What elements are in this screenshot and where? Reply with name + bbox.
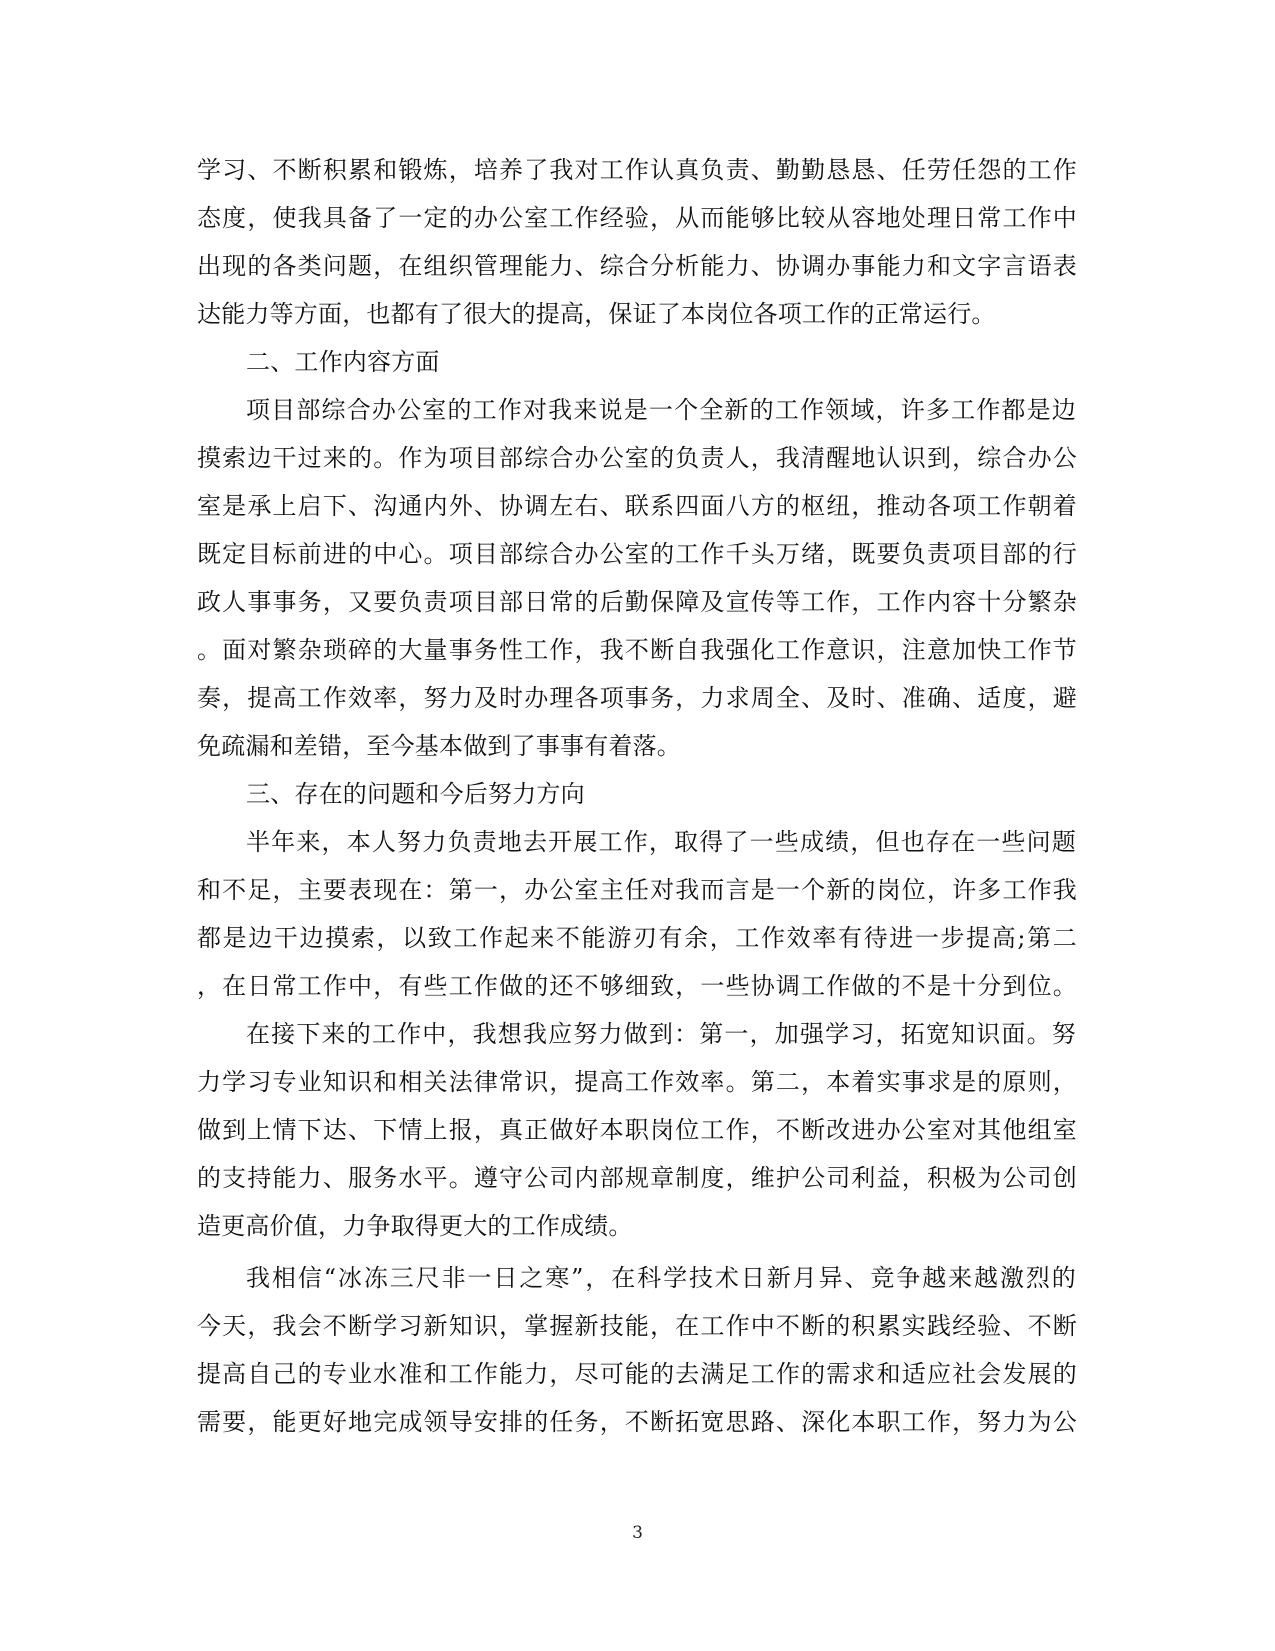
text-line: 项目部综合办公室的工作对我来说是一个全新的工作领域，许多工作都是边	[246, 396, 1076, 424]
text-line: 半年来，本人努力负责地去开展工作，取得了一些成绩，但也存在一些问题	[246, 828, 1076, 856]
text-line: 政人事事务，又要负责项目部日常的后勤保障及宣传等工作，工作内容十分繁杂	[197, 588, 1077, 616]
text-line: 做到上情下达、下情上报，真正做好本职岗位工作，不断改进办公室对其他组室	[197, 1116, 1077, 1144]
text-line: 达能力等方面，也都有了很大的提高，保证了本岗位各项工作的正常运行。	[197, 300, 996, 328]
text-line: 学习、不断积累和锻炼，培养了我对工作认真负责、勤勤恳恳、任劳任怨的工作	[197, 156, 1077, 184]
text-line: ，在日常工作中，有些工作做的还不够细致，一些协调工作做的不是十分到位。	[197, 972, 1077, 1000]
text-line: 奏，提高工作效率，努力及时办理各项事务，力求周全、及时、准确、适度，避	[197, 684, 1077, 712]
section-heading: 三、存在的问题和今后努力方向	[246, 780, 585, 808]
page-number: 3	[632, 1523, 643, 1543]
text-line: 在接下来的工作中，我想我应努力做到：第一，加强学习，拓宽知识面。努	[246, 1020, 1076, 1048]
text-line: 和不足，主要表现在：第一，办公室主任对我而言是一个新的岗位，许多工作我	[197, 876, 1077, 904]
text-line: 需要，能更好地完成领导安排的任务，不断拓宽思路、深化本职工作，努力为公	[197, 1408, 1077, 1436]
text-line: 提高自己的专业水准和工作能力，尽可能的去满足工作的需求和适应社会发展的	[197, 1360, 1077, 1388]
text-line: 室是承上启下、沟通内外、协调左右、联系四面八方的枢纽，推动各项工作朝着	[197, 492, 1077, 520]
text-line: 造更高价值，力争取得更大的工作成绩。	[197, 1212, 633, 1240]
text-line: 态度，使我具备了一定的办公室工作经验，从而能够比较从容地处理日常工作中	[197, 204, 1077, 232]
text-line: 的支持能力、服务水平。遵守公司内部规章制度，维护公司利益，积极为公司创	[197, 1164, 1077, 1192]
text-line: 出现的各类问题，在组织管理能力、综合分析能力、协调办事能力和文字言语表	[197, 252, 1077, 280]
text-line: 我相信“冰冻三尺非一日之寒”，在科学技术日新月异、竞争越来越激烈的	[246, 1264, 1076, 1292]
text-line: 摸索边干过来的。作为项目部综合办公室的负责人，我清醒地认识到，综合办公	[197, 444, 1077, 472]
text-line: 。面对繁杂琐碎的大量事务性工作，我不断自我强化工作意识，注意加快工作节	[197, 636, 1077, 664]
text-line: 免疏漏和差错，至今基本做到了事事有着落。	[197, 732, 681, 760]
text-line: 既定目标前进的中心。项目部综合办公室的工作千头万绪，既要负责项目部的行	[197, 540, 1077, 568]
section-heading: 二、工作内容方面	[246, 348, 440, 376]
text-line: 都是边干边摸索，以致工作起来不能游刃有余，工作效率有待进一步提高;第二	[197, 924, 1077, 952]
text-line: 力学习专业知识和相关法律常识，提高工作效率。第二，本着实事求是的原则，	[197, 1068, 1077, 1096]
text-line: 今天，我会不断学习新知识，掌握新技能，在工作中不断的积累实践经验、不断	[197, 1312, 1077, 1340]
